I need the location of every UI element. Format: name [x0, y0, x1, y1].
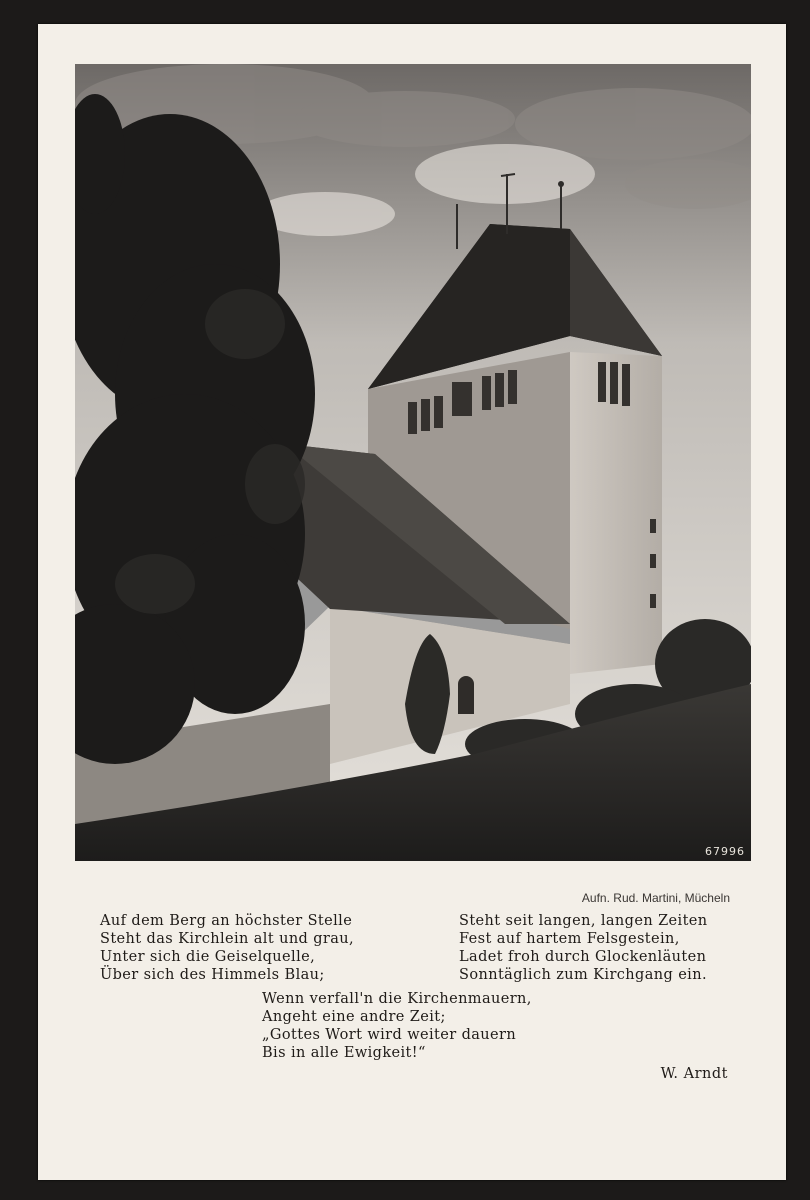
poem-line: Ladet froh durch Glockenläuten [459, 949, 707, 965]
poem-stanza-1 [100, 912, 354, 984]
poem-line: Bis in alle Ewigkeit!“ [262, 1045, 426, 1061]
church-illustration [75, 64, 751, 861]
photo-credit: Aufn. Rud. Martini, Mücheln [581, 891, 730, 905]
poem-line: Sonntäglich zum Kirchgang ein. [459, 967, 707, 983]
poem-line: Steht seit langen, langen Zeiten [459, 913, 708, 929]
poem-stanza-2 [459, 912, 708, 984]
poem-author: W. Arndt [660, 1066, 728, 1082]
poem-stanza-3 [262, 990, 532, 1062]
postcard [38, 24, 786, 1180]
poem-line: Angeht eine andre Zeit; [262, 1009, 446, 1025]
poem-line: Auf dem Berg an höchster Stelle [100, 913, 353, 929]
plate-number: 67996 [705, 845, 745, 858]
poem-line: Fest auf hartem Felsgestein, [459, 931, 680, 947]
poem-line: Steht das Kirchlein alt und grau, [100, 931, 355, 947]
poem-line: Über sich des Himmels Blau; [100, 967, 325, 983]
poem-line: Unter sich die Geiselquelle, [100, 949, 316, 965]
poem-line: „Gottes Wort wird weiter dauern [262, 1027, 517, 1043]
poem-line: Wenn verfall'n die Kirchenmauern, [262, 991, 532, 1007]
church-photo [75, 64, 751, 861]
